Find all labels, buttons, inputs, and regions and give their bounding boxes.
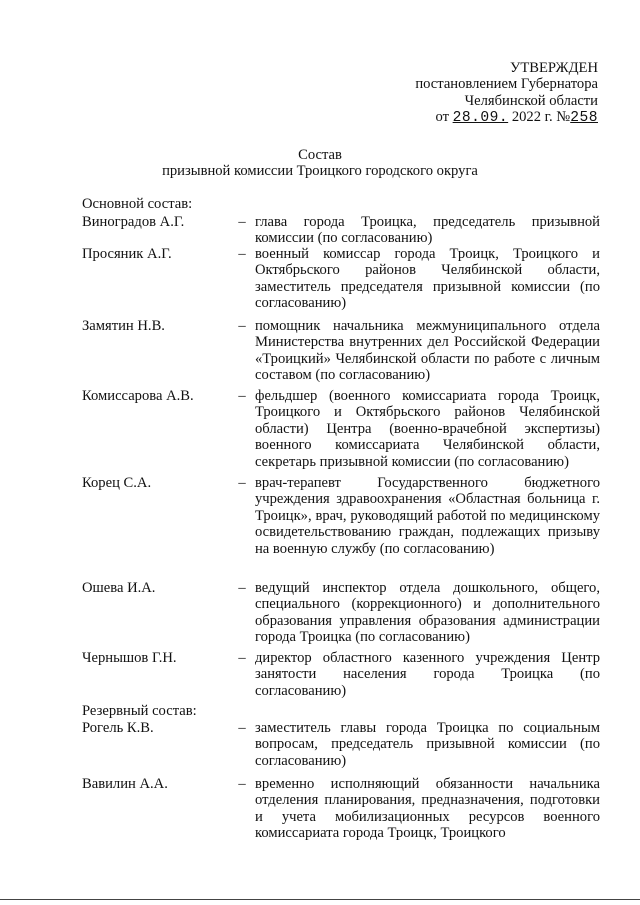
member-description: военный комиссар города Троицк, Троицкого и Октябрьского районов Челябинской области, заместитель председателя призывной комиссии (по согласованию) bbox=[255, 246, 600, 312]
reserve-section-label: Резервный состав: bbox=[82, 703, 197, 719]
main-section-label: Основной состав: bbox=[82, 196, 193, 212]
member-description: глава города Троицка, председатель призывной комиссии (по согласованию) bbox=[255, 214, 600, 247]
member-description: директор областного казенного учреждения Центр занятости населения города Троицка (по согласованию) bbox=[255, 650, 600, 699]
title-line-1: Состав bbox=[298, 147, 342, 163]
title-line-2: призывной комиссии Троицкого городского округа bbox=[162, 163, 478, 180]
member-dash: – bbox=[238, 776, 246, 792]
member-dash: – bbox=[238, 720, 246, 736]
approval-date-line bbox=[338, 109, 598, 126]
member-name: Просяник А.Г. bbox=[82, 246, 172, 262]
member-dash: – bbox=[238, 580, 246, 596]
member-name: Замятин Н.В. bbox=[82, 318, 165, 334]
member-name: Чернышов Г.Н. bbox=[82, 650, 177, 666]
approval-region: Челябинской области bbox=[464, 92, 598, 109]
member-description: ведущий инспектор отдела дошкольного, общего, специального (коррекционного) и дополнительного образования управления образования администрации города Троицка (по согласованию) bbox=[255, 580, 600, 646]
member-dash: – bbox=[238, 246, 246, 262]
member-description: врач-терапевт Государственного бюджетного учреждения здравоохранения «Областная больница г. Троицк», врач, руководящий работой по медицинскому освидетельствованию граждан, подлежащих призыву на военную службу (по согласованию) bbox=[255, 475, 600, 557]
page-bottom-rule bbox=[0, 899, 640, 900]
member-description: заместитель главы города Троицка по социальным вопросам, председатель призывной комиссии (по согласованию) bbox=[255, 720, 600, 769]
member-dash: – bbox=[238, 475, 246, 491]
member-name: Виноградов А.Г. bbox=[82, 214, 185, 230]
approval-number: 258 bbox=[570, 110, 598, 127]
approval-title: УТВЕРЖДЕН bbox=[510, 60, 598, 76]
approval-stamp bbox=[338, 60, 598, 127]
document-title bbox=[0, 147, 640, 180]
member-description: помощник начальника межмуниципального отдела Министерства внутренних дел Российской Федерации «Троицкий» Челябинской области по работе с личным составом (по согласованию) bbox=[255, 318, 600, 384]
member-description: временно исполняющий обязанности начальника отделения планирования, предназначения, подготовки и учета мобилизационных ресурсов военного комиссариата города Троицк, Троицкого bbox=[255, 776, 600, 842]
approval-year: 2022 г. № bbox=[511, 109, 571, 126]
member-dash: – bbox=[238, 388, 246, 404]
member-name: Корец С.А. bbox=[82, 475, 152, 491]
member-name: Рогель К.В. bbox=[82, 720, 154, 736]
approval-date: 28.09. bbox=[452, 110, 509, 127]
member-dash: – bbox=[238, 650, 246, 666]
member-dash: – bbox=[238, 318, 246, 334]
member-name: Вавилин А.А. bbox=[82, 776, 168, 792]
member-name: Ошева И.А. bbox=[82, 580, 156, 596]
member-description: фельдшер (военного комиссариата города Троицк, Троицкого и Октябрьского районов Челябинской области) Центра (военно-врачебной экспертизы) военного комиссариата Челябинской области, секретарь призывной комиссии (по согласованию) bbox=[255, 388, 600, 470]
approval-decree: постановлением Губернатора bbox=[415, 76, 598, 93]
approval-date-prefix: от bbox=[435, 109, 449, 126]
member-name: Комиссарова А.В. bbox=[82, 388, 194, 404]
member-dash: – bbox=[238, 214, 246, 230]
